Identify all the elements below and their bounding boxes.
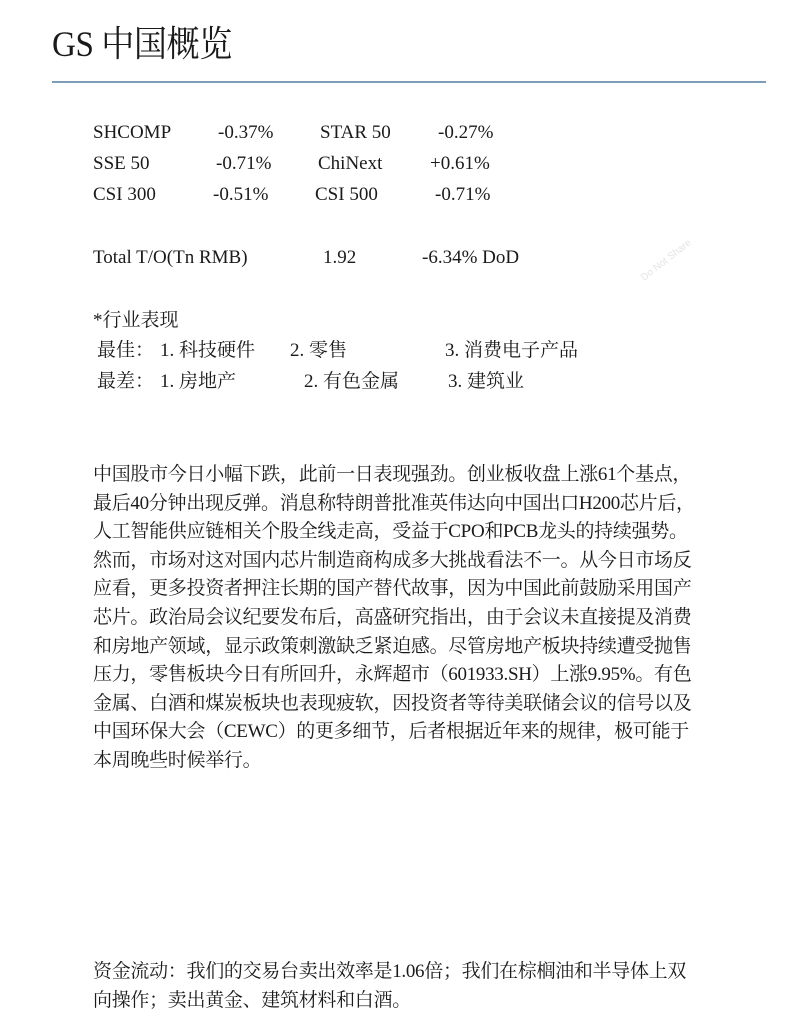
commentary-line: 最后40分钟出现反弹。消息称特朗普批准英伟达向中国出口H200芯片后，: [93, 492, 695, 514]
commentary-line: 中国环保大会（CEWC）的更多细节，后者根据近年来的规律，极可能于: [93, 721, 689, 743]
index-change: -0.37%: [218, 122, 274, 143]
index-change: -0.71%: [216, 153, 272, 174]
worst-label: 最差：: [97, 371, 155, 392]
commentary-line: 压力，零售板块今日有所回升，永辉超市（601933.SH）上涨9.95%。有色: [93, 664, 692, 686]
index-name: SSE 50: [93, 153, 150, 174]
index-name: CSI 500: [315, 184, 378, 205]
market-commentary: [93, 461, 763, 776]
index-change: -0.51%: [213, 184, 269, 205]
best-sector: 3. 消费电子产品: [445, 340, 579, 361]
turnover-change: -6.34% DoD: [422, 247, 520, 268]
flows-line: 向操作；卖出黄金、建筑材料和白酒。: [93, 989, 411, 1011]
index-name: SHCOMP: [93, 122, 172, 143]
best-sector: 2. 零售: [290, 340, 348, 361]
best-sector: 1. 科技硬件: [160, 340, 256, 361]
best-label: 最佳：: [97, 340, 155, 361]
commentary-line: 然而，市场对这对国内芯片制造商构成多大挑战看法不一。从今日市场反: [93, 549, 692, 571]
sector-heading: *行业表现: [93, 310, 179, 331]
worst-sector: 3. 建筑业: [448, 371, 525, 392]
flows-line: 资金流动：我们的交易台卖出效率是1.06倍；我们在棕榈油和半导体上双: [93, 961, 687, 982]
commentary-line: 金属、白酒和煤炭板块也表现疲软，因投资者等待美联储会议的信号以及: [93, 692, 692, 714]
commentary-line: 应看，更多投资者押注长期的国产替代故事，因为中国此前鼓励采用国产: [93, 578, 692, 600]
title-divider: [52, 81, 766, 83]
index-name: CSI 300: [93, 184, 156, 205]
commentary-line: 人工智能供应链相关个股全线走高，受益于CPO和PCB龙头的持续强势。: [93, 521, 688, 543]
index-name: ChiNext: [318, 153, 383, 174]
index-change: -0.27%: [438, 122, 494, 143]
turnover-value: 1.92: [323, 247, 357, 268]
commentary-line: 和房地产领域，显示政策刺激缺乏紧迫感。尽管房地产板块持续遭受抛售: [93, 635, 692, 657]
commentary-line: 芯片。政治局会议纪要发布后，高盛研究指出，由于会议未直接提及消费: [93, 606, 692, 628]
worst-sector: 2. 有色金属: [304, 371, 400, 392]
watermark: Do Not Share: [639, 237, 694, 284]
index-name: STAR 50: [320, 122, 391, 143]
turnover-label: Total T/O(Tn RMB): [93, 247, 248, 268]
commentary-line: 本周晚些时候举行。: [93, 749, 262, 771]
commentary-line: 中国股市今日小幅下跌，此前一日表现强劲。创业板收盘上涨61个基点，: [93, 464, 692, 485]
fund-flows: [93, 958, 763, 1015]
page-title: GS 中国概览: [52, 24, 232, 64]
worst-sector: 1. 房地产: [160, 371, 237, 392]
index-change: +0.61%: [430, 153, 490, 174]
index-change: -0.71%: [435, 184, 491, 205]
